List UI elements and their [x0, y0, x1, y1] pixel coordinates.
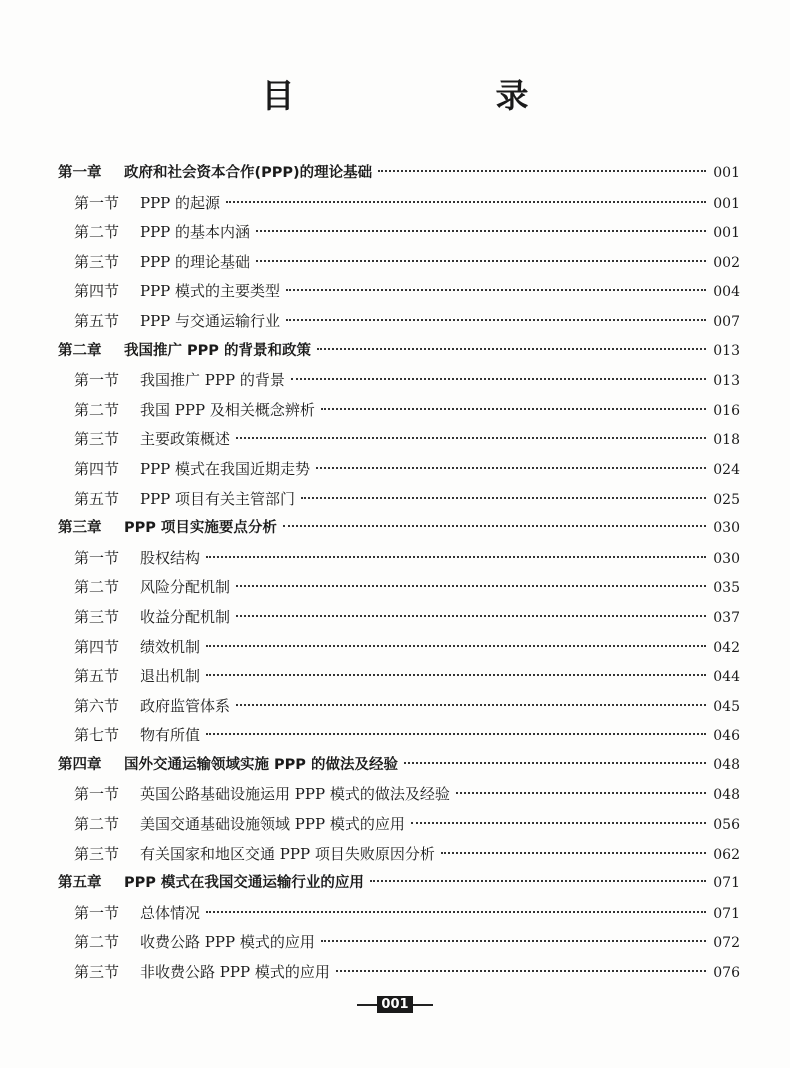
toc-chapter-row — [58, 514, 740, 544]
dot-leader — [378, 170, 706, 172]
toc-entry-number: 第二章 — [58, 342, 102, 359]
toc-entry-number: 第三节 — [74, 844, 120, 863]
toc-entry-number: 第三节 — [74, 430, 120, 449]
toc-entry-title: 主要政策概述 — [140, 430, 231, 449]
toc-entry-number: 第三节 — [74, 963, 120, 982]
toc-entry-page: 046 — [713, 728, 740, 745]
dot-leader — [321, 408, 706, 410]
toc-entry-page: 001 — [713, 165, 740, 181]
toc-entry-number: 第五节 — [74, 311, 120, 330]
toc-entry-title: PPP 的理论基础 — [140, 252, 251, 271]
toc-chapter-row — [58, 159, 740, 189]
toc-entry-title: 非收费公路 PPP 模式的应用 — [140, 963, 330, 982]
toc-section-row — [58, 958, 740, 988]
toc-entry-title: 收费公路 PPP 模式的应用 — [140, 933, 315, 952]
toc-entry-page: 030 — [713, 520, 740, 537]
dot-leader — [441, 852, 706, 854]
toc-entry-title: PPP 项目实施要点分析 — [124, 520, 277, 537]
toc-entry-title: 美国交通基础设施领域 PPP 模式的应用 — [140, 815, 405, 834]
dot-leader — [291, 378, 706, 380]
dot-leader — [301, 497, 706, 499]
toc-entry-page: 018 — [713, 432, 740, 449]
dot-leader — [236, 585, 706, 587]
toc-entry-number: 第二节 — [74, 933, 120, 952]
page-footer — [0, 996, 790, 1013]
toc-entry-page: 048 — [713, 756, 740, 773]
toc-section-row — [58, 840, 740, 870]
toc-entry-number: 第四章 — [58, 756, 102, 773]
toc-section-row — [58, 396, 740, 426]
toc-entry-title: 国外交通运输领域实施 PPP 的做法及经验 — [124, 756, 398, 773]
toc-section-row — [58, 366, 740, 396]
toc-entry-title: 我国 PPP 及相关概念辨析 — [140, 400, 315, 419]
toc-entry-number: 第七节 — [74, 726, 120, 745]
toc-entry-title: PPP 的基本内涵 — [140, 223, 251, 242]
dot-leader — [404, 762, 706, 764]
toc-entry-title: PPP 项目有关主管部门 — [140, 489, 296, 508]
toc-section-row — [58, 692, 740, 722]
toc-entry-page: 013 — [713, 342, 740, 359]
toc-section-row — [58, 633, 740, 663]
toc-chapter-row — [58, 337, 740, 367]
toc-entry-page: 035 — [713, 580, 740, 597]
dot-leader — [286, 289, 706, 291]
toc-entry-title: 我国推广 PPP 的背景 — [140, 371, 285, 390]
dot-leader — [236, 437, 706, 439]
toc-section-row — [58, 573, 740, 603]
toc-entry-number: 第二节 — [74, 815, 120, 834]
toc-entry-page: 002 — [713, 254, 740, 271]
toc-entry-page: 001 — [713, 225, 740, 242]
dot-leader — [316, 467, 706, 469]
toc-section-row — [58, 544, 740, 574]
toc-entry-page: 071 — [713, 905, 740, 922]
dot-leader — [236, 615, 706, 617]
toc-entry-page: 048 — [713, 787, 740, 804]
toc-entry-title: PPP 与交通运输行业 — [140, 311, 281, 330]
dot-leader — [370, 880, 706, 882]
footer-rule-right — [413, 1004, 433, 1006]
toc-entry-page: 001 — [713, 195, 740, 212]
toc-section-row — [58, 455, 740, 485]
toc-entry-number: 第六节 — [74, 696, 120, 715]
dot-leader — [321, 940, 706, 942]
toc-entry-title: 收益分配机制 — [140, 607, 231, 626]
dot-leader — [206, 911, 706, 913]
page-number: 001 — [377, 996, 412, 1013]
toc-section-row — [58, 189, 740, 219]
toc-entry-number: 第四节 — [74, 637, 120, 656]
toc-section-row — [58, 810, 740, 840]
toc-entry-page: 037 — [713, 609, 740, 626]
toc-entry-number: 第一节 — [74, 548, 120, 567]
dot-leader — [286, 319, 706, 321]
toc-entry-number: 第一章 — [58, 165, 102, 181]
toc-entry-page: 013 — [713, 373, 740, 390]
toc-section-row — [58, 485, 740, 515]
toc-entry-page: 071 — [713, 875, 740, 892]
toc-section-row — [58, 307, 740, 337]
dot-leader — [283, 525, 706, 527]
toc-section-row — [58, 899, 740, 929]
toc-entry-title: PPP 模式的主要类型 — [140, 282, 281, 301]
toc-section-row — [58, 277, 740, 307]
toc-entry-page: 062 — [713, 846, 740, 863]
toc-section-row — [58, 218, 740, 248]
toc-entry-number: 第三章 — [58, 520, 102, 537]
toc-entry-number: 第二节 — [74, 400, 120, 419]
toc-entry-page: 056 — [713, 817, 740, 834]
dot-leader — [236, 704, 706, 706]
toc-section-row — [58, 425, 740, 455]
toc-section-row — [58, 248, 740, 278]
toc-section-row — [58, 780, 740, 810]
toc-entry-title: 股权结构 — [140, 548, 201, 567]
toc-entry-number: 第二节 — [74, 223, 120, 242]
dot-leader — [256, 230, 706, 232]
toc-entry-page: 025 — [713, 491, 740, 508]
toc-entry-number: 第一节 — [74, 903, 120, 922]
toc-entry-page: 030 — [713, 550, 740, 567]
dot-leader — [206, 733, 706, 735]
toc-entry-number: 第一节 — [74, 371, 120, 390]
toc-entry-number: 第一节 — [74, 785, 120, 804]
toc-entry-number: 第四节 — [74, 282, 120, 301]
toc-entry-title: 退出机制 — [140, 667, 201, 686]
toc-entry-number: 第四节 — [74, 459, 120, 478]
toc-entry-number: 第五章 — [58, 875, 102, 892]
dot-leader — [206, 556, 706, 558]
toc-entry-page: 044 — [713, 669, 740, 686]
toc-entry-title: 政府监管体系 — [140, 696, 231, 715]
toc-entry-page: 076 — [713, 965, 740, 982]
toc-entry-page: 042 — [713, 639, 740, 656]
toc-entry-page: 072 — [713, 935, 740, 952]
dot-leader — [256, 260, 706, 262]
toc-entry-page: 045 — [713, 698, 740, 715]
toc-section-row — [58, 603, 740, 633]
dot-leader — [226, 201, 706, 203]
dot-leader — [206, 674, 706, 676]
dot-leader — [336, 970, 706, 972]
toc-entry-page: 007 — [713, 313, 740, 330]
footer-rule-left — [357, 1004, 377, 1006]
toc-entry-number: 第五节 — [74, 667, 120, 686]
toc-section-row — [58, 928, 740, 958]
toc-entry-number: 第三节 — [74, 252, 120, 271]
dot-leader — [411, 822, 706, 824]
dot-leader — [456, 792, 706, 794]
toc-entry-title: 总体情况 — [140, 903, 201, 922]
toc-chapter-row — [58, 869, 740, 899]
toc-section-row — [58, 721, 740, 751]
toc-entry-title: 风险分配机制 — [140, 578, 231, 597]
toc-entry-page: 024 — [713, 461, 740, 478]
toc-section-row — [58, 662, 740, 692]
dot-leader — [206, 645, 706, 647]
toc-entry-title: PPP 的起源 — [140, 193, 221, 212]
toc-entry-title: 我国推广 PPP 的背景和政策 — [124, 342, 311, 359]
table-of-contents — [58, 159, 740, 988]
dot-leader — [317, 348, 706, 350]
toc-entry-number: 第二节 — [74, 578, 120, 597]
toc-entry-number: 第三节 — [74, 607, 120, 626]
toc-entry-title: 物有所值 — [140, 726, 201, 745]
toc-entry-title: PPP 模式在我国近期走势 — [140, 459, 311, 478]
page-title: 目 录 — [261, 76, 613, 115]
toc-entry-title: 政府和社会资本合作(PPP)的理论基础 — [124, 165, 373, 181]
toc-entry-title: 英国公路基础设施运用 PPP 模式的做法及经验 — [140, 785, 450, 804]
toc-entry-number: 第五节 — [74, 489, 120, 508]
toc-entry-page: 016 — [713, 402, 740, 419]
toc-entry-title: 有关国家和地区交通 PPP 项目失败原因分析 — [140, 844, 435, 863]
toc-entry-page: 004 — [713, 284, 740, 301]
toc-entry-title: 绩效机制 — [140, 637, 201, 656]
toc-entry-number: 第一节 — [74, 193, 120, 212]
toc-chapter-row — [58, 751, 740, 781]
toc-entry-title: PPP 模式在我国交通运输行业的应用 — [124, 875, 364, 892]
